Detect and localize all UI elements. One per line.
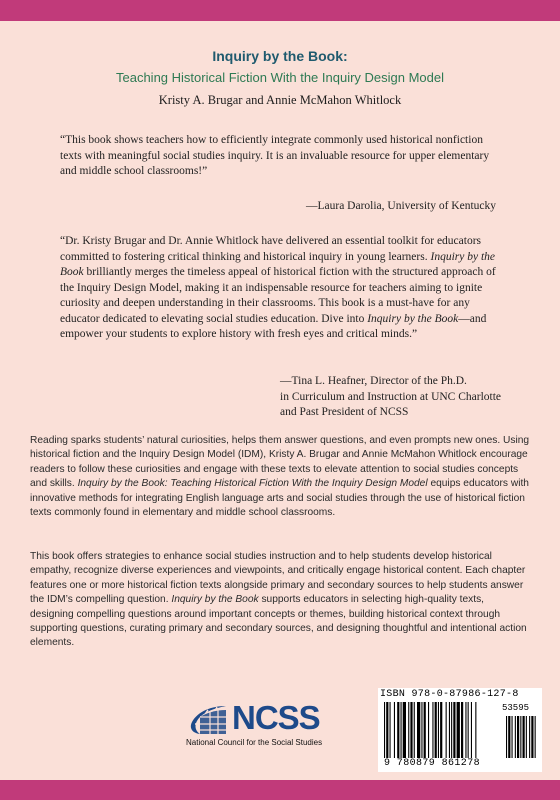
description-text: supports educators in selecting high-quality texts, designing compelling questions around important concepts or themes, building historical context through supporting questions, curating primary and secondary sources, and designing thoughtful and intentional action elements. (30, 594, 527, 649)
quote-book-title: Inquiry by the Book (60, 250, 495, 278)
book-authors: Kristy A. Brugar and Annie McMahon Whitlock (158, 93, 402, 107)
barcode-bar (453, 702, 455, 758)
barcode-addon-bar (508, 716, 510, 758)
barcode-bar (461, 702, 463, 758)
description-book-title: Inquiry by the Book (171, 594, 259, 606)
barcode-addon-bar (512, 716, 513, 758)
barcode-bar (386, 702, 388, 758)
ncss-logo (186, 699, 356, 747)
barcode-bar (446, 702, 447, 758)
barcode-bar (384, 702, 385, 758)
description-book-title: Inquiry by the Book: Teaching Historical Fiction With the Inquiry Design Model (77, 478, 428, 490)
barcode-bar (390, 702, 391, 758)
barcode-number: 9 780879 861278 (384, 758, 481, 769)
barcode-bar (449, 702, 450, 758)
description-text: This book offers strategies to enhance social studies instruction and to help students develop historical empathy, recognize diverse experiences and viewpoints, and critically engage historical content. Each chapter features one or more historical fiction texts alongside primary and secondary sources to help students answer the IDM’s compelling question. (30, 551, 526, 606)
barcode-addon-bar (520, 716, 521, 758)
book-subtitle: Teaching Historical Fiction With the Inquiry Design Model (115, 70, 445, 85)
barcode-bar (471, 702, 472, 758)
globe-icon (186, 702, 230, 736)
barcode-bar (410, 702, 412, 758)
barcode-bar (438, 702, 439, 758)
endorsement-quote-2 (60, 234, 505, 343)
quote-book-title: Inquiry by the Book (367, 312, 459, 325)
barcode-bar (465, 702, 466, 758)
barcode-bar (394, 702, 395, 758)
isbn-barcode (378, 688, 542, 772)
book-title: Inquiry by the Book: (212, 48, 348, 64)
description-paragraph-2 (30, 550, 530, 651)
barcode-bar (457, 702, 460, 758)
barcode-bar (401, 702, 402, 758)
endorsement-attribution-2 (280, 374, 504, 421)
barcode-bar (408, 702, 409, 758)
barcode-addon-bar (517, 716, 519, 758)
barcode-addon-bar (531, 716, 533, 758)
quote-text: brilliantly merges the timeless appeal of historical fiction with the structured approach of the Inquiry Design Model, making it an indispensable resource for teachers aiming to ignite curiosity and deepen understanding in their classrooms. This book is a must-have for any educator dedicated to elevating social studies education. Dive into (60, 266, 496, 325)
top-color-band (0, 0, 560, 21)
barcode-addon-bar (535, 716, 536, 758)
description-paragraph-1 (30, 434, 530, 520)
ncss-logo-text: NCSS (232, 699, 320, 736)
barcode-bar (432, 702, 433, 758)
barcode-bar (440, 702, 442, 758)
quote-text: “Dr. Kristy Brugar and Dr. Annie Whitlock have delivered an essential toolkit for educators committed to fostering critical thinking and historical inquiry in young learners. (60, 235, 482, 263)
barcode-bar (417, 702, 420, 758)
endorsement-attribution-1: —Laura Darolia, University of Kentucky (305, 200, 496, 212)
barcode-addon-bar (529, 716, 530, 758)
barcode-bar (414, 702, 415, 758)
barcode-addon-bar (515, 716, 516, 758)
attribution-line: and Past President of NCSS (280, 406, 409, 418)
publisher-name: National Council for the Social Studies (186, 738, 323, 747)
barcode-bar (424, 702, 426, 758)
quote-text: —and empower your students to explore history with fresh eyes and critical minds.” (60, 312, 487, 340)
barcode-bar (451, 702, 452, 758)
barcode-bar (428, 702, 429, 758)
barcode-addon-number: 53595 (502, 703, 530, 713)
barcode-addon-bar (523, 716, 525, 758)
description-text: Reading sparks students’ natural curiosities, helps them answer questions, and even prompts new ones. Using historical fiction and the Inquiry Design Model (IDM), Kristy A. Brugar and Annie McMahon Whitlock encourage readers to follow these curiosities and engage with these texts to elevate attention to social studies concepts and skills. (30, 435, 530, 490)
isbn-text: ISBN 978-0-87986-127-8 (380, 689, 519, 700)
attribution-line: —Tina L. Heafner, Director of the Ph.D. (280, 375, 467, 387)
description-text: equips educators with innovative methods for integrating English language arts and social studies through the use of historical fiction texts commonly found in elementary and middle school classrooms. (30, 478, 529, 519)
barcode-bar (403, 702, 406, 758)
barcode-bar (475, 702, 476, 758)
bottom-color-band (0, 780, 560, 800)
barcode-bar (435, 702, 437, 758)
barcode-bar (468, 702, 469, 758)
attribution-line: in Curriculum and Instruction at UNC Charlotte (280, 390, 502, 403)
barcode-addon-bar (526, 716, 527, 758)
barcode-addon-bar (506, 716, 507, 758)
barcode-bar (421, 702, 422, 758)
barcode-bar (397, 702, 399, 758)
endorsement-quote-1: “This book shows teachers how to efficiently integrate commonly used historical nonfiction texts with meaningful social studies inquiry. It is an invaluable resource for upper elementary and middle school classrooms!” (60, 134, 490, 177)
